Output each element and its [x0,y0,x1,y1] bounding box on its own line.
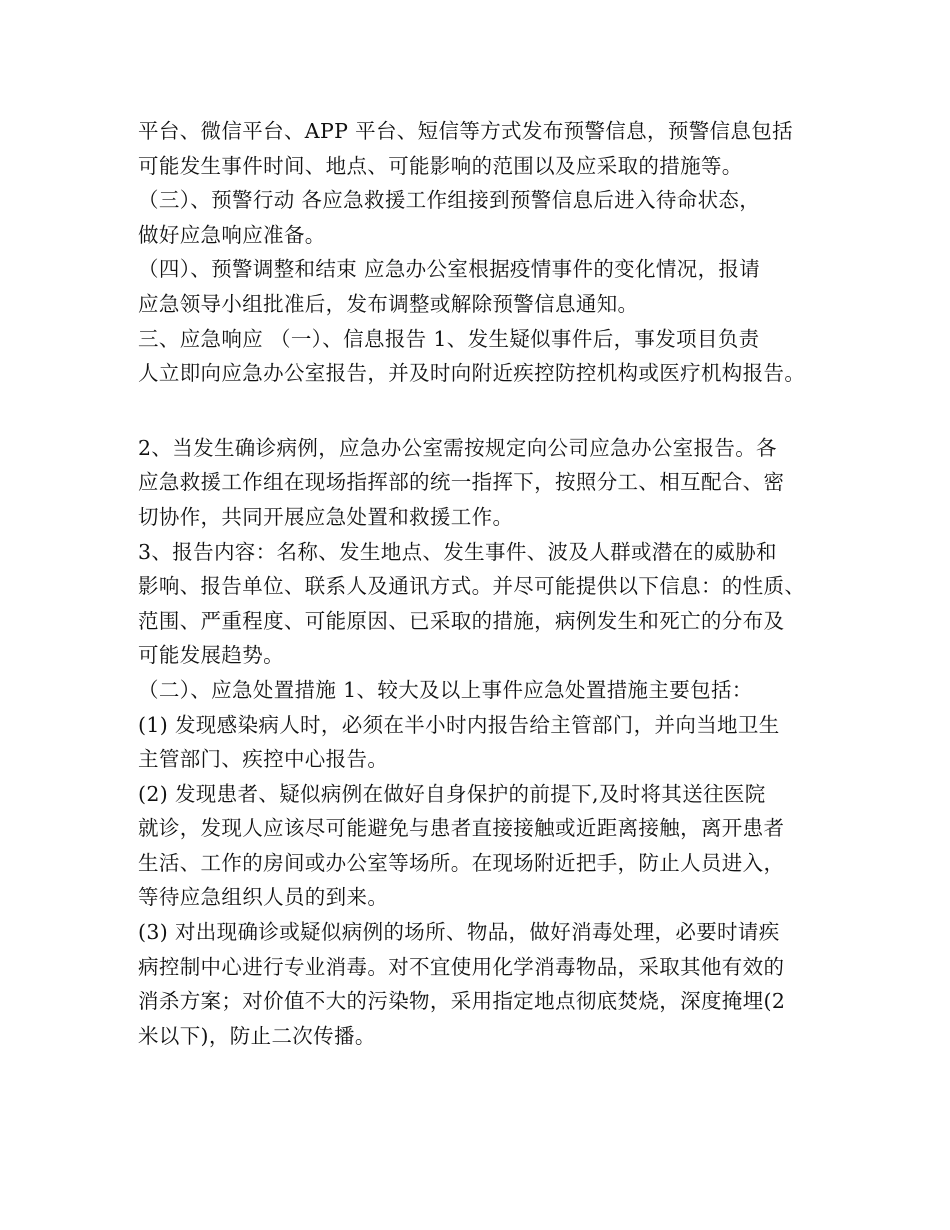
text-line: 等待应急组织人员的到来。 [138,885,389,910]
text-line: (1) 发现感染病人时，必须在半小时内报告给主管部门，并向当地卫生 [138,712,780,737]
text-line: 2、当发生确诊病例，应急办公室需按规定向公司应急办公室报告。各 [138,435,777,460]
text-line: 消杀方案；对价值不大的污染物，采用指定地点彻底焚烧，深度掩埋(2 [138,989,786,1014]
text-line: 生活、工作的房间或办公室等场所。在现场附近把手，防止人员进入， [138,850,785,875]
text-line: 可能发展趋势。 [138,643,284,668]
text-line: 影响、报告单位、联系人及通讯方式。并尽可能提供以下信息：的性质、 [138,574,806,599]
text-line: 3、报告内容：名称、发生地点、发生事件、波及人群或潜在的威胁和 [138,539,777,564]
text-line: 平台、微信平台、APP 平台、短信等方式发布预警信息，预警信息包括 [138,119,793,143]
text-line: 应急领导小组批准后，发布调整或解除预警信息通知。 [138,291,639,316]
paragraph-spacer [138,391,828,431]
text-line: 三、应急响应 （一）、信息报告 1、发生疑似事件后，事发项目负责 [138,326,760,351]
text-block-response-measures [138,431,828,1054]
text-line: 范围、严重程度、可能原因、已采取的措施，病例发生和死亡的分布及 [138,608,785,633]
text-line: (2) 发现患者、疑似病例在做好自身保护的前提下,及时将其送往医院 [138,781,766,806]
text-line: 做好应急响应准备。 [138,222,326,247]
text-line: (3) 对出现确诊或疑似病例的场所、物品，做好消毒处理，必要时请疾 [138,920,780,945]
text-line: （四）、预警调整和结束 应急办公室根据疫情事件的变化情况，报请 [138,257,761,282]
text-line: 人立即向应急办公室报告，并及时向附近疾控防控机构或医疗机构报告。 [138,361,806,386]
text-line: 应急救援工作组在现场指挥部的统一指挥下，按照分工、相互配合、密 [138,470,785,495]
document-body [138,114,828,1053]
text-line: 主管部门、疾控中心报告。 [138,747,389,772]
text-line: （二）、应急处置措施 1、较大及以上事件应急处置措施主要包括： [138,677,753,702]
text-line: 米以下)，防止二次传播。 [138,1023,376,1048]
text-line: 就诊，发现人应该尽可能避免与患者直接接触或近距离接触，离开患者 [138,816,785,841]
text-block-warning-and-report [138,114,828,391]
text-line: 切协作，共同开展应急处置和救援工作。 [138,504,514,529]
text-line: 可能发生事件时间、地点、可能影响的范围以及应采取的措施等。 [138,153,743,178]
text-line: 病控制中心进行专业消毒。对不宜使用化学消毒物品，采取其他有效的 [138,954,785,979]
text-line: （三）、预警行动 各应急救援工作组接到预警信息后进入待命状态， [138,188,761,213]
